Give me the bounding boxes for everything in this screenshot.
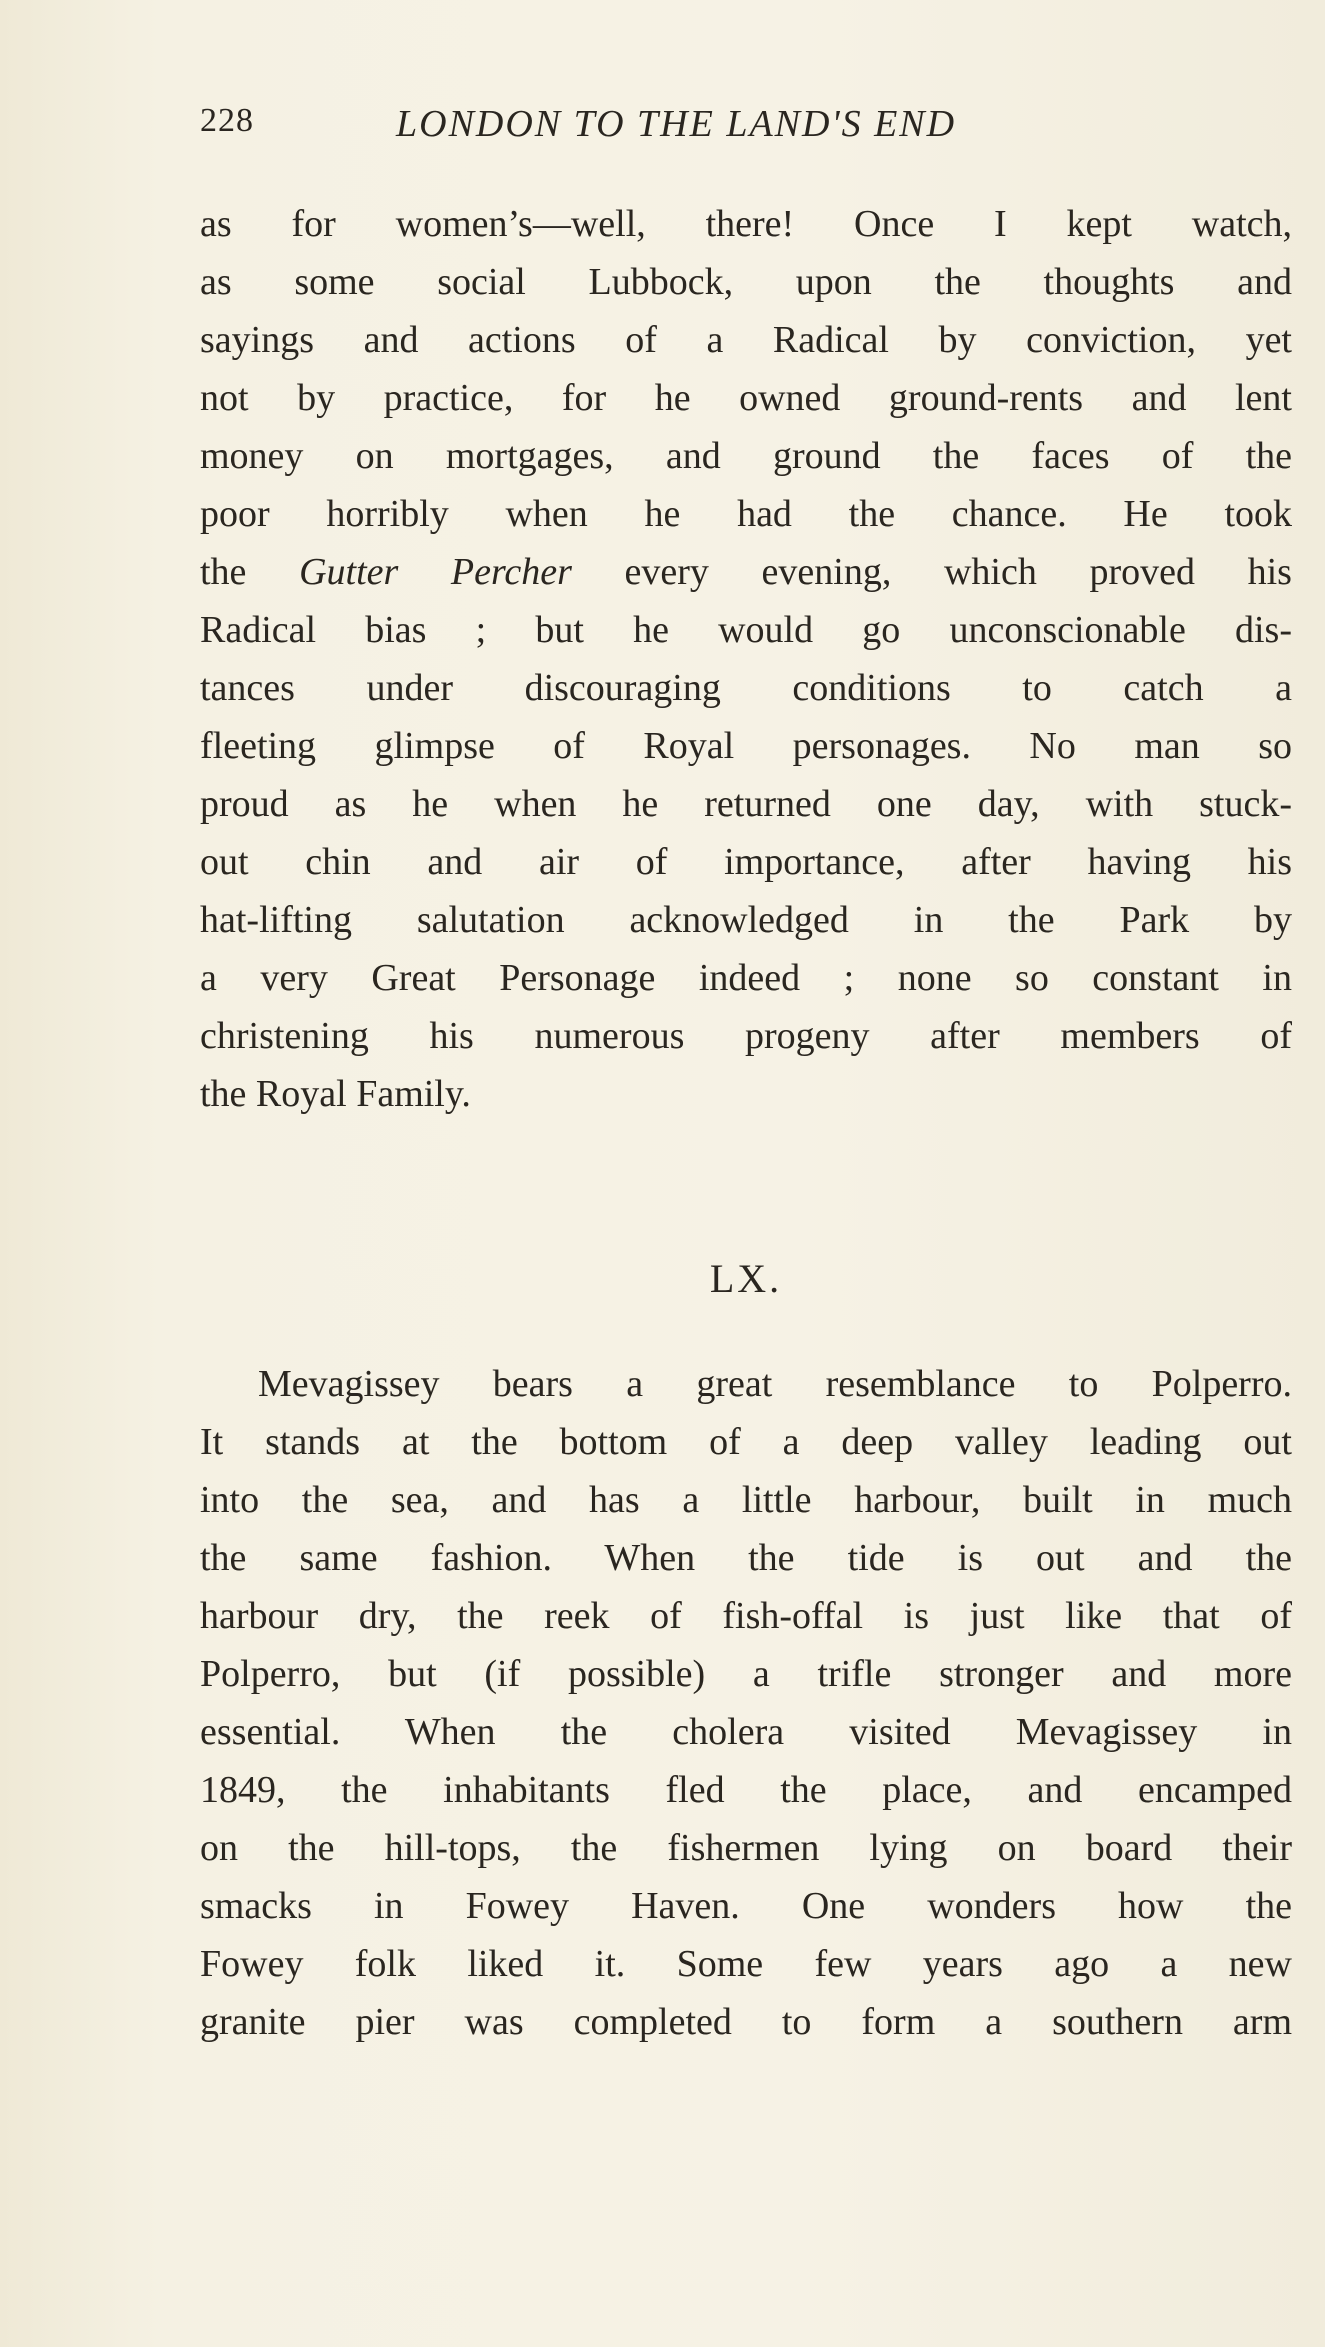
text-line: into the sea, and has a little harbour, built in much <box>200 1479 1292 1521</box>
section-heading: LX. <box>709 1256 783 1301</box>
page-number: 228 <box>200 102 254 139</box>
text-line: out chin and air of importance, after having his <box>200 841 1292 883</box>
text-line: Mevagissey bears a great resemblance to Polperro. <box>258 1363 1292 1405</box>
text-line: poor horribly when he had the chance. He took <box>200 493 1292 535</box>
text-line: money on mortgages, and ground the faces of the <box>200 435 1292 477</box>
text-line: Fowey folk liked it. Some few years ago a new <box>200 1943 1292 1985</box>
page-header <box>200 102 1100 162</box>
text-line: the same fashion. When the tide is out and the <box>200 1537 1292 1579</box>
text-fragment: every evening, which proved his <box>571 551 1292 593</box>
text-line: the Royal Family. <box>200 1073 471 1115</box>
text-line: granite pier was completed to form a southern arm <box>200 2001 1292 2043</box>
text-line: proud as he when he returned one day, with stuck- <box>200 783 1292 825</box>
text-line: 1849, the inhabitants fled the place, and encamped <box>200 1769 1292 1811</box>
text-line: harbour dry, the reek of fish-offal is just like that of <box>200 1595 1292 1637</box>
text-line: as some social Lubbock, upon the thoughts and <box>200 261 1292 303</box>
paragraph-continued <box>200 195 1292 1123</box>
text-line: hat-lifting salutation acknowledged in the Park by <box>200 899 1292 941</box>
text-line: as for women’s—well, there! Once I kept watch, <box>200 203 1292 245</box>
text-line: Polperro, but (if possible) a trifle stronger and more <box>200 1653 1292 1695</box>
text-line: on the hill-tops, the fishermen lying on board their <box>200 1827 1292 1869</box>
running-title: LONDON TO THE LAND'S END <box>396 103 957 145</box>
text-line-with-italic-title <box>200 543 1292 601</box>
text-line: It stands at the bottom of a deep valley leading out <box>200 1421 1292 1463</box>
text-line: a very Great Personage indeed ; none so constant in <box>200 957 1292 999</box>
newspaper-title: Gutter Percher <box>299 551 572 593</box>
paragraph-lx <box>200 1355 1292 2051</box>
text-line: christening his numerous progeny after members of <box>200 1015 1292 1057</box>
text-line: fleeting glimpse of Royal personages. No man so <box>200 725 1292 767</box>
text-line: smacks in Fowey Haven. One wonders how the <box>200 1885 1292 1927</box>
text-line: Radical bias ; but he would go unconscionable dis- <box>200 609 1292 651</box>
text-line: sayings and actions of a Radical by conviction, yet <box>200 319 1292 361</box>
text-line: not by practice, for he owned ground-rents and lent <box>200 377 1292 419</box>
text-line: essential. When the cholera visited Mevagissey in <box>200 1711 1292 1753</box>
text-line: tances under discouraging conditions to catch a <box>200 667 1292 709</box>
text-fragment: the <box>200 551 300 593</box>
